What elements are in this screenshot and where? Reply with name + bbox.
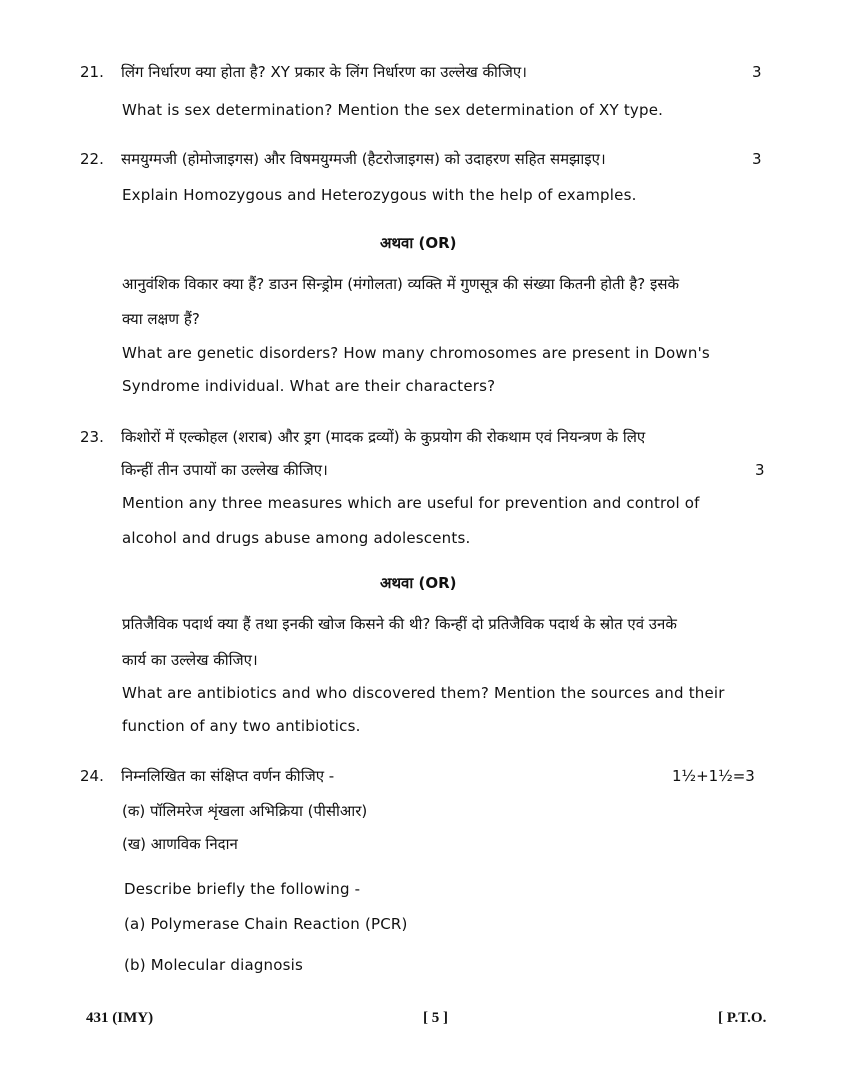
question-text-english: alcohol and drugs abuse among adolescents.	[122, 529, 471, 547]
alt-question-text-hindi: कार्य का उल्लेख कीजिए।	[122, 651, 258, 669]
paper-code: 431 (IMY)	[86, 1010, 154, 1026]
question-marks: 3	[755, 461, 765, 479]
alt-question-text-english: What are antibiotics and who discovered them? Mention the sources and their	[122, 684, 725, 702]
pto-label: [ P.T.O.	[718, 1010, 767, 1026]
sub-question-english: (a) Polymerase Chain Reaction (PCR)	[124, 915, 408, 933]
question-text-english: What is sex determination? Mention the sex determination of XY type.	[122, 101, 664, 119]
question-number: 24.	[80, 767, 104, 785]
question-marks: 3	[752, 150, 762, 168]
sub-question-hindi: (क) पॉलिमरेज शृंखला अभिक्रिया (पीसीआर)	[122, 802, 368, 820]
question-text-hindi: किन्हीं तीन उपायों का उल्लेख कीजिए।	[121, 461, 328, 479]
sub-question-english: (b) Molecular diagnosis	[124, 956, 304, 974]
question-marks: 3	[752, 63, 762, 81]
alt-question-text-hindi: प्रतिजैविक पदार्थ क्या हैं तथा इनकी खोज किसने की थी? किन्हीं दो प्रतिजैविक पदार्थ के स्रोत एवं उनके	[122, 615, 677, 633]
question-text-english: Mention any three measures which are useful for prevention and control of	[122, 494, 700, 512]
question-text-hindi: समयुग्मजी (होमोजाइगस) और विषमयुग्मजी (हैटरोजाइगस) को उदाहरण सहित समझाइए।	[121, 150, 606, 168]
question-number: 22.	[80, 150, 104, 168]
question-text-english: Describe briefly the following -	[124, 880, 361, 898]
alt-question-text-english: Syndrome individual. What are their characters?	[122, 377, 496, 395]
question-text-english: Explain Homozygous and Heterozygous with the help of examples.	[122, 186, 637, 204]
alt-question-text-hindi: क्या लक्षण हैं?	[122, 310, 200, 328]
or-separator: अथवा (OR)	[380, 574, 457, 592]
question-text-hindi: किशोरों में एल्कोहल (शराब) और ड्रग (मादक द्रव्यों) के कुप्रयोग की रोकथाम एवं नियन्त्रण के लिए	[121, 428, 646, 446]
alt-question-text-english: function of any two antibiotics.	[122, 717, 361, 735]
question-marks: 1½+1½=3	[672, 767, 755, 785]
question-text-hindi: लिंग निर्धारण क्या होता है? XY प्रकार के लिंग निर्धारण का उल्लेख कीजिए।	[121, 63, 527, 81]
question-number: 23.	[80, 428, 104, 446]
sub-question-hindi: (ख) आणविक निदान	[122, 835, 238, 853]
alt-question-text-hindi: आनुवंशिक विकार क्या हैं? डाउन सिन्ड्रोम (मंगोलता) व्यक्ति में गुणसूत्र की संख्या कितनी होती है? इसके	[122, 275, 680, 293]
question-number: 21.	[80, 63, 104, 81]
question-text-hindi: निम्नलिखित का संक्षिप्त वर्णन कीजिए -	[121, 767, 335, 785]
alt-question-text-english: What are genetic disorders? How many chromosomes are present in Down's	[122, 344, 710, 362]
page-number: [ 5 ]	[423, 1010, 448, 1026]
or-separator: अथवा (OR)	[380, 234, 457, 252]
